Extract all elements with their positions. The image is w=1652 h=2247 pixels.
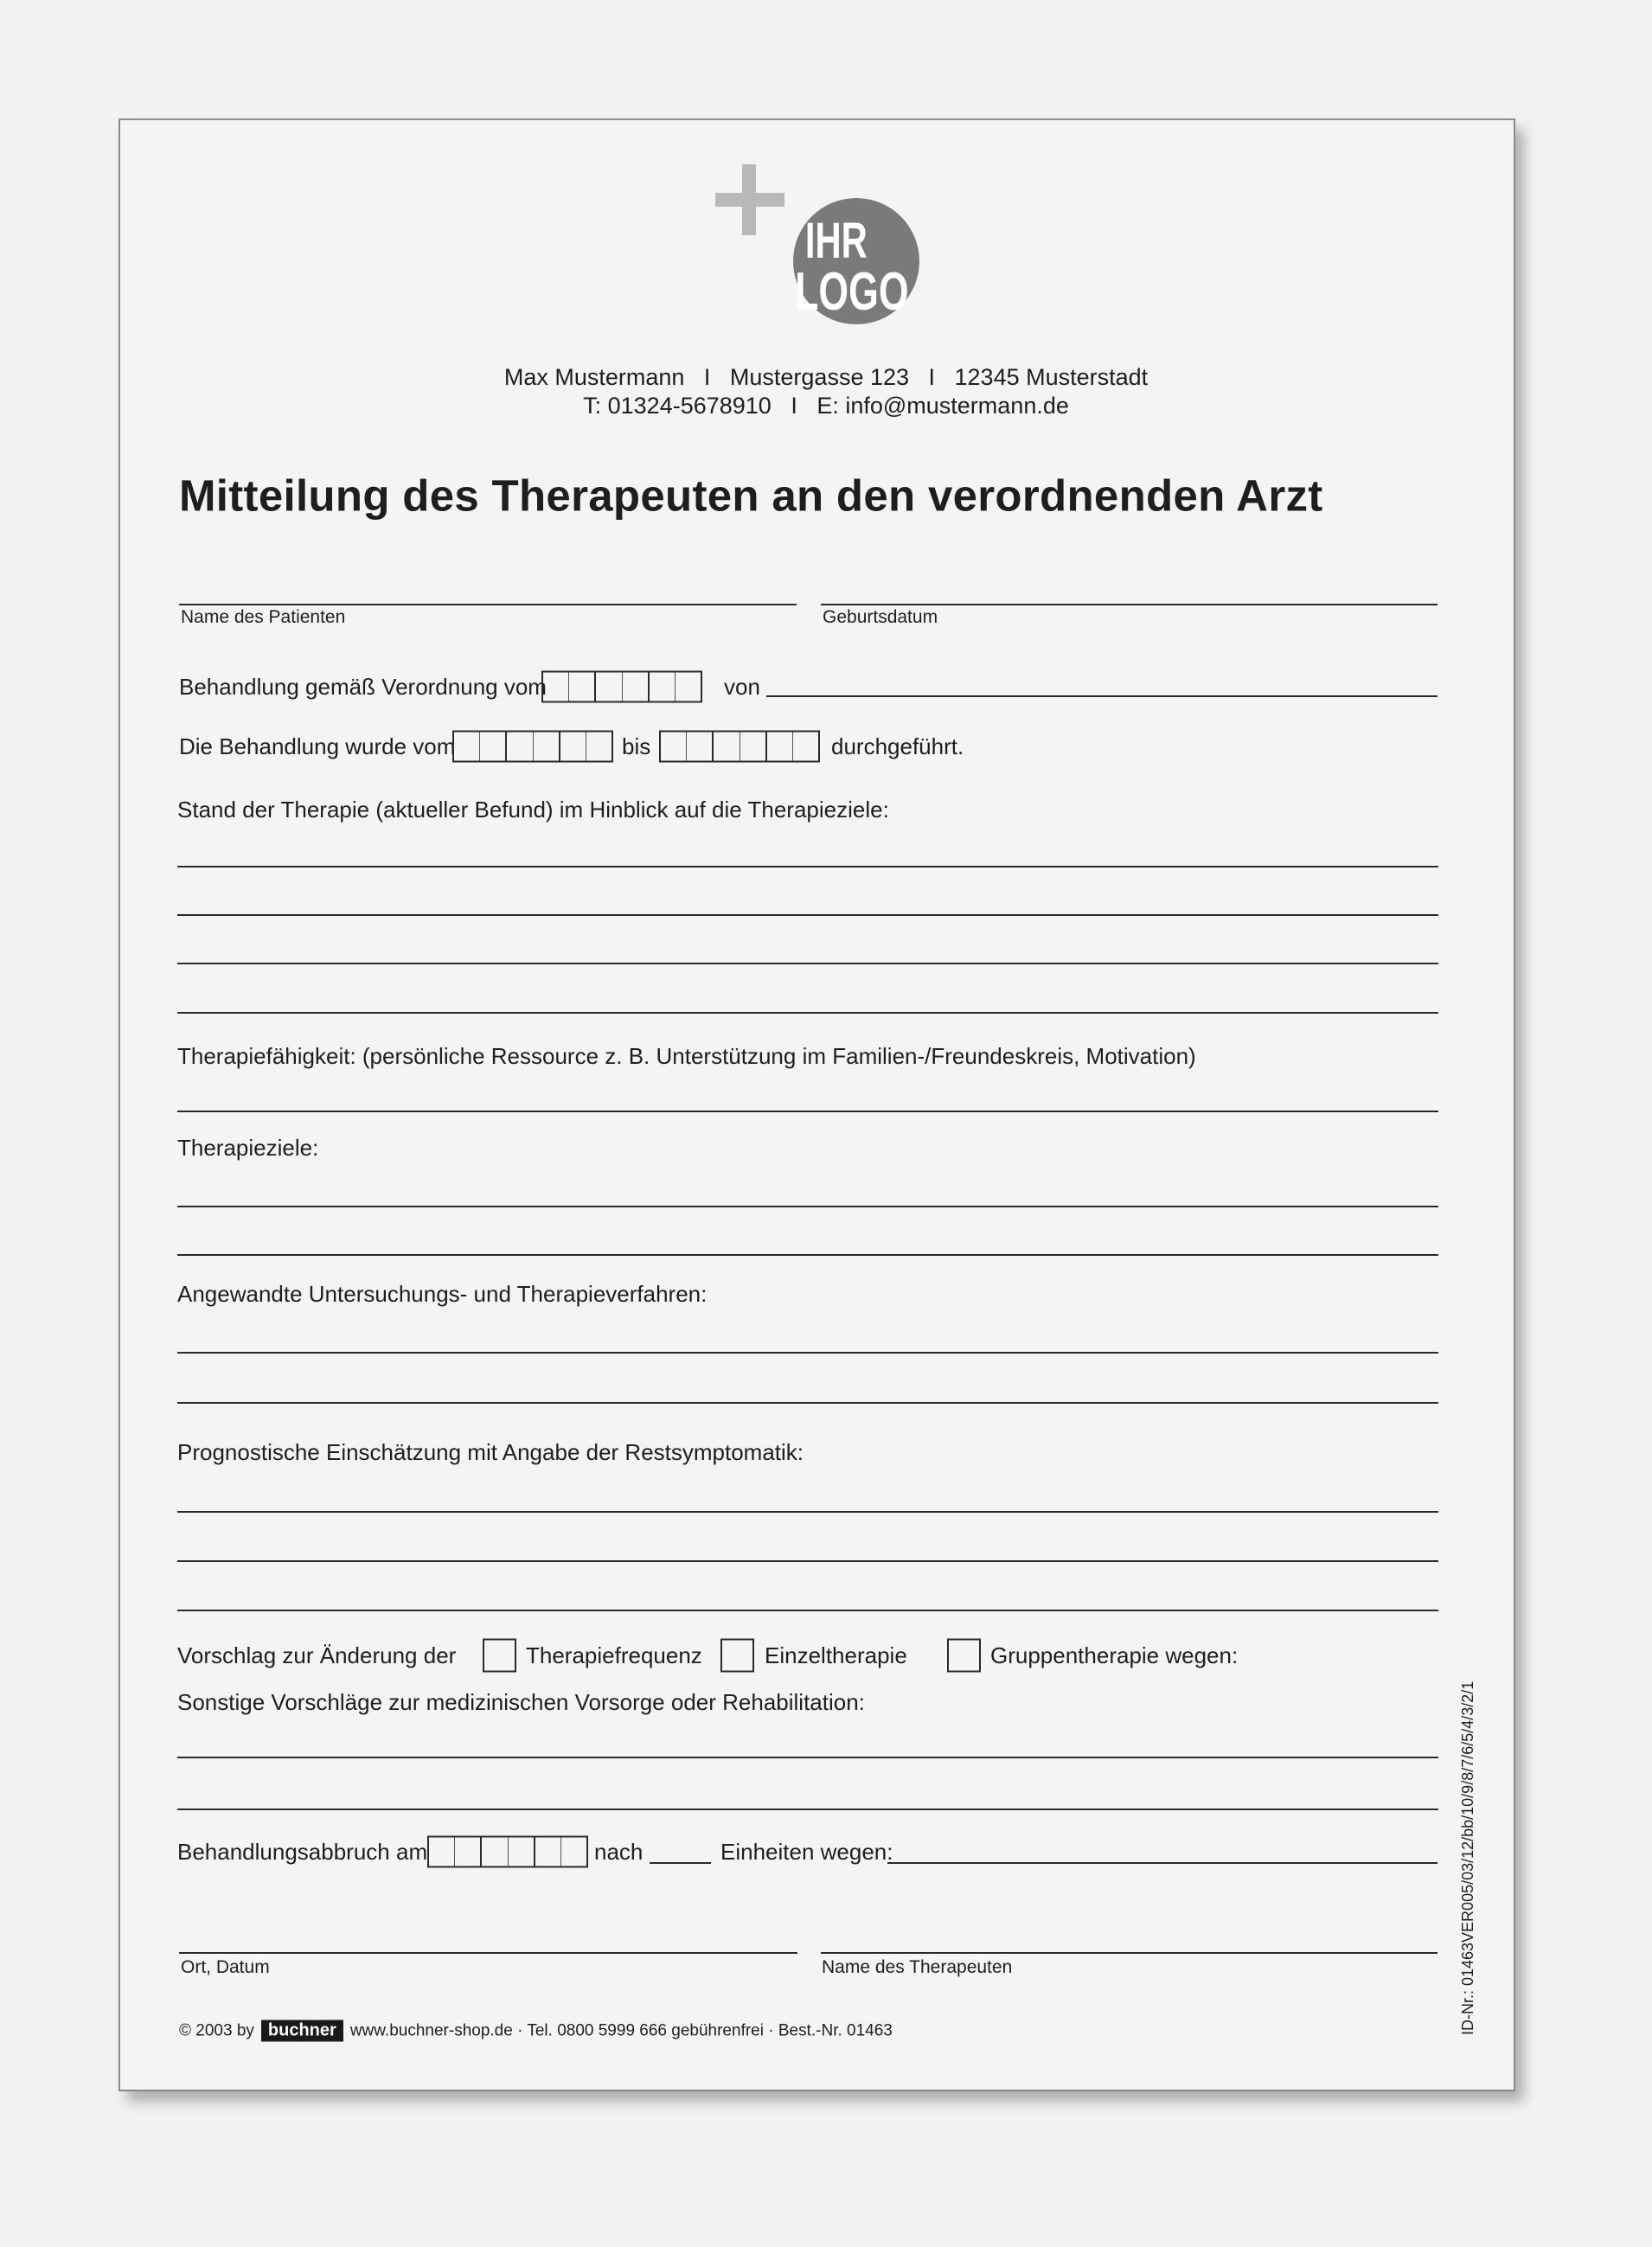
other-proposals-line[interactable]: [177, 1757, 1438, 1758]
abort-date-boxes[interactable]: [427, 1836, 588, 1868]
footer-info: www.buchner-shop.de · Tel. 0800 5999 666 gebührenfrei · Best.-Nr. 01463: [349, 2021, 893, 2039]
therapist-name-label: Name des Therapeuten: [822, 1957, 1013, 1977]
place-date-label: Ort, Datum: [181, 1957, 270, 1977]
until-label: bis: [622, 733, 651, 759]
status-line[interactable]: [177, 963, 1438, 964]
capability-label: Therapiefähigkeit: (persönliche Ressource z. B. Unterstützung im Familien-/Freundeskreis, Motivation): [177, 1043, 1196, 1069]
performed-label: durchgeführt.: [831, 733, 964, 759]
units-label: Einheiten wegen:: [720, 1839, 893, 1865]
prescription-label: Behandlung gemäß Verordnung vom: [179, 674, 547, 700]
logo-text-1: IHR: [804, 212, 868, 269]
prognosis-line[interactable]: [177, 1560, 1438, 1562]
goals-line[interactable]: [177, 1254, 1438, 1256]
therapy-frequency-checkbox[interactable]: [483, 1639, 516, 1673]
after-label: nach: [594, 1839, 644, 1865]
methods-line[interactable]: [177, 1352, 1438, 1354]
logo-plus-horizontal: [715, 193, 784, 207]
side-id-number: ID-Nr.: 01463VER005/03/12/bb/10/9/8/7/6/5/4/3/2/1: [1459, 1680, 1476, 2035]
prognosis-line[interactable]: [177, 1610, 1438, 1611]
capability-line[interactable]: [177, 1111, 1438, 1112]
birthdate-label: Geburtsdatum: [823, 607, 938, 627]
status-line[interactable]: [177, 866, 1438, 867]
proposal-label: Vorschlag zur Änderung der: [177, 1642, 457, 1668]
logo-text-2: LOGO: [795, 261, 909, 322]
group-therapy-label: Gruppentherapie wegen:: [990, 1642, 1239, 1668]
address-line-1: Max Mustermann I Mustergasse 123 I 12345 Musterstadt: [503, 364, 1149, 390]
prescriber-field[interactable]: [766, 695, 1437, 697]
group-therapy-checkbox[interactable]: [947, 1639, 981, 1673]
patient-name-label: Name des Patienten: [181, 607, 346, 627]
patient-name-field[interactable]: [179, 604, 797, 605]
status-line[interactable]: [177, 914, 1438, 916]
individual-therapy-checkbox[interactable]: [720, 1639, 754, 1673]
treatment-end-date-boxes[interactable]: [659, 731, 820, 763]
methods-label: Angewandte Untersuchungs- und Therapieverfahren:: [177, 1281, 708, 1307]
birthdate-field[interactable]: [821, 604, 1437, 605]
page-title: Mitteilung des Therapeuten an den verordnenden Arzt: [179, 471, 1323, 521]
brand-logo: buchner: [261, 2020, 343, 2042]
therapy-frequency-label: Therapiefrequenz: [526, 1642, 702, 1668]
status-label: Stand der Therapie (aktueller Befund) im Hinblick auf die Therapieziele:: [177, 797, 889, 823]
prognosis-line[interactable]: [177, 1511, 1438, 1513]
therapist-name-field[interactable]: [821, 1952, 1437, 1954]
goals-line[interactable]: [177, 1206, 1438, 1207]
other-proposals-line[interactable]: [177, 1808, 1438, 1810]
prognosis-label: Prognostische Einschätzung mit Angabe der Restsymptomatik:: [177, 1439, 804, 1465]
place-date-field[interactable]: [179, 1952, 797, 1954]
methods-line[interactable]: [177, 1402, 1438, 1404]
abort-reason-field[interactable]: [887, 1862, 1437, 1864]
footer: [179, 2020, 893, 2042]
footer-copyright: © 2003 by: [179, 2021, 254, 2039]
treatment-start-date-boxes[interactable]: [452, 731, 613, 763]
from-label: von: [724, 674, 760, 700]
other-proposals-label: Sonstige Vorschläge zur medizinischen Vorsorge oder Rehabilitation:: [177, 1689, 865, 1715]
prescription-date-boxes[interactable]: [541, 671, 702, 703]
status-line[interactable]: [177, 1012, 1438, 1014]
treatment-from-label: Die Behandlung wurde vom: [179, 733, 456, 759]
units-count-field[interactable]: [650, 1862, 711, 1864]
abort-label: Behandlungsabbruch am: [177, 1839, 428, 1865]
individual-therapy-label: Einzeltherapie: [765, 1642, 907, 1668]
logo: [714, 164, 921, 337]
address-line-2: T: 01324-5678910 I E: info@mustermann.de: [583, 393, 1069, 419]
goals-label: Therapieziele:: [177, 1135, 319, 1161]
